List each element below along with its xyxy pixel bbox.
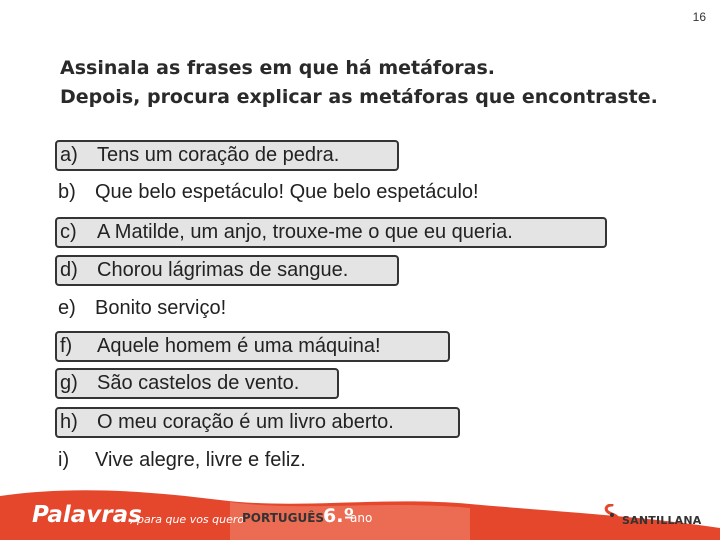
page-number: 16 bbox=[692, 10, 706, 24]
sentence-text: Que belo espetáculo! Que belo espetáculo! bbox=[95, 181, 479, 203]
grade-label: 6.º bbox=[323, 505, 355, 527]
sentence-text: A Matilde, um anjo, trouxe-me o que eu queria. bbox=[97, 221, 513, 243]
sentence-text: Bonito serviço! bbox=[95, 297, 227, 319]
sentence-letter: f) bbox=[60, 335, 73, 357]
publisher-logo-icon bbox=[603, 504, 621, 526]
sentence-e[interactable] bbox=[55, 293, 234, 324]
footer-banner bbox=[0, 488, 720, 540]
sentence-text: Tens um coração de pedra. bbox=[97, 144, 340, 166]
sentence-c[interactable] bbox=[55, 217, 607, 248]
sentence-a[interactable] bbox=[55, 140, 399, 171]
sentence-i[interactable] bbox=[55, 445, 314, 476]
subject-label: PORTUGUÊS bbox=[242, 511, 325, 525]
sentence-text: Aquele homem é uma máquina! bbox=[97, 335, 381, 357]
publisher-name: SANTILLANA bbox=[622, 514, 702, 527]
sentence-text: O meu coração é um livro aberto. bbox=[97, 411, 394, 433]
sentence-letter: d) bbox=[60, 259, 78, 281]
sentence-d[interactable] bbox=[55, 255, 399, 286]
sentence-g[interactable] bbox=[55, 368, 339, 399]
sentence-text: São castelos de vento. bbox=[97, 372, 300, 394]
sentence-letter: c) bbox=[60, 221, 77, 243]
sentence-b[interactable] bbox=[55, 177, 487, 208]
sentence-text: Vive alegre, livre e feliz. bbox=[95, 449, 306, 471]
instruction-line-1: Assinala as frases em que há metáforas. bbox=[60, 57, 495, 79]
sentence-letter: b) bbox=[58, 181, 76, 203]
grade-suffix: ano bbox=[350, 511, 373, 525]
sentence-letter: i) bbox=[58, 449, 70, 471]
sentence-h[interactable] bbox=[55, 407, 460, 438]
sentence-letter: e) bbox=[58, 297, 76, 319]
sentence-text: Chorou lágrimas de sangue. bbox=[97, 259, 349, 281]
sentence-letter: a) bbox=[60, 144, 78, 166]
sentence-letter: g) bbox=[60, 372, 78, 394]
instruction-line-2: Depois, procura explicar as metáforas que encontraste. bbox=[60, 86, 658, 108]
brand-title: Palavras bbox=[32, 502, 142, 528]
brand-tagline: , para que vos quero bbox=[130, 513, 245, 526]
sentence-letter: h) bbox=[60, 411, 78, 433]
sentence-f[interactable] bbox=[55, 331, 450, 362]
